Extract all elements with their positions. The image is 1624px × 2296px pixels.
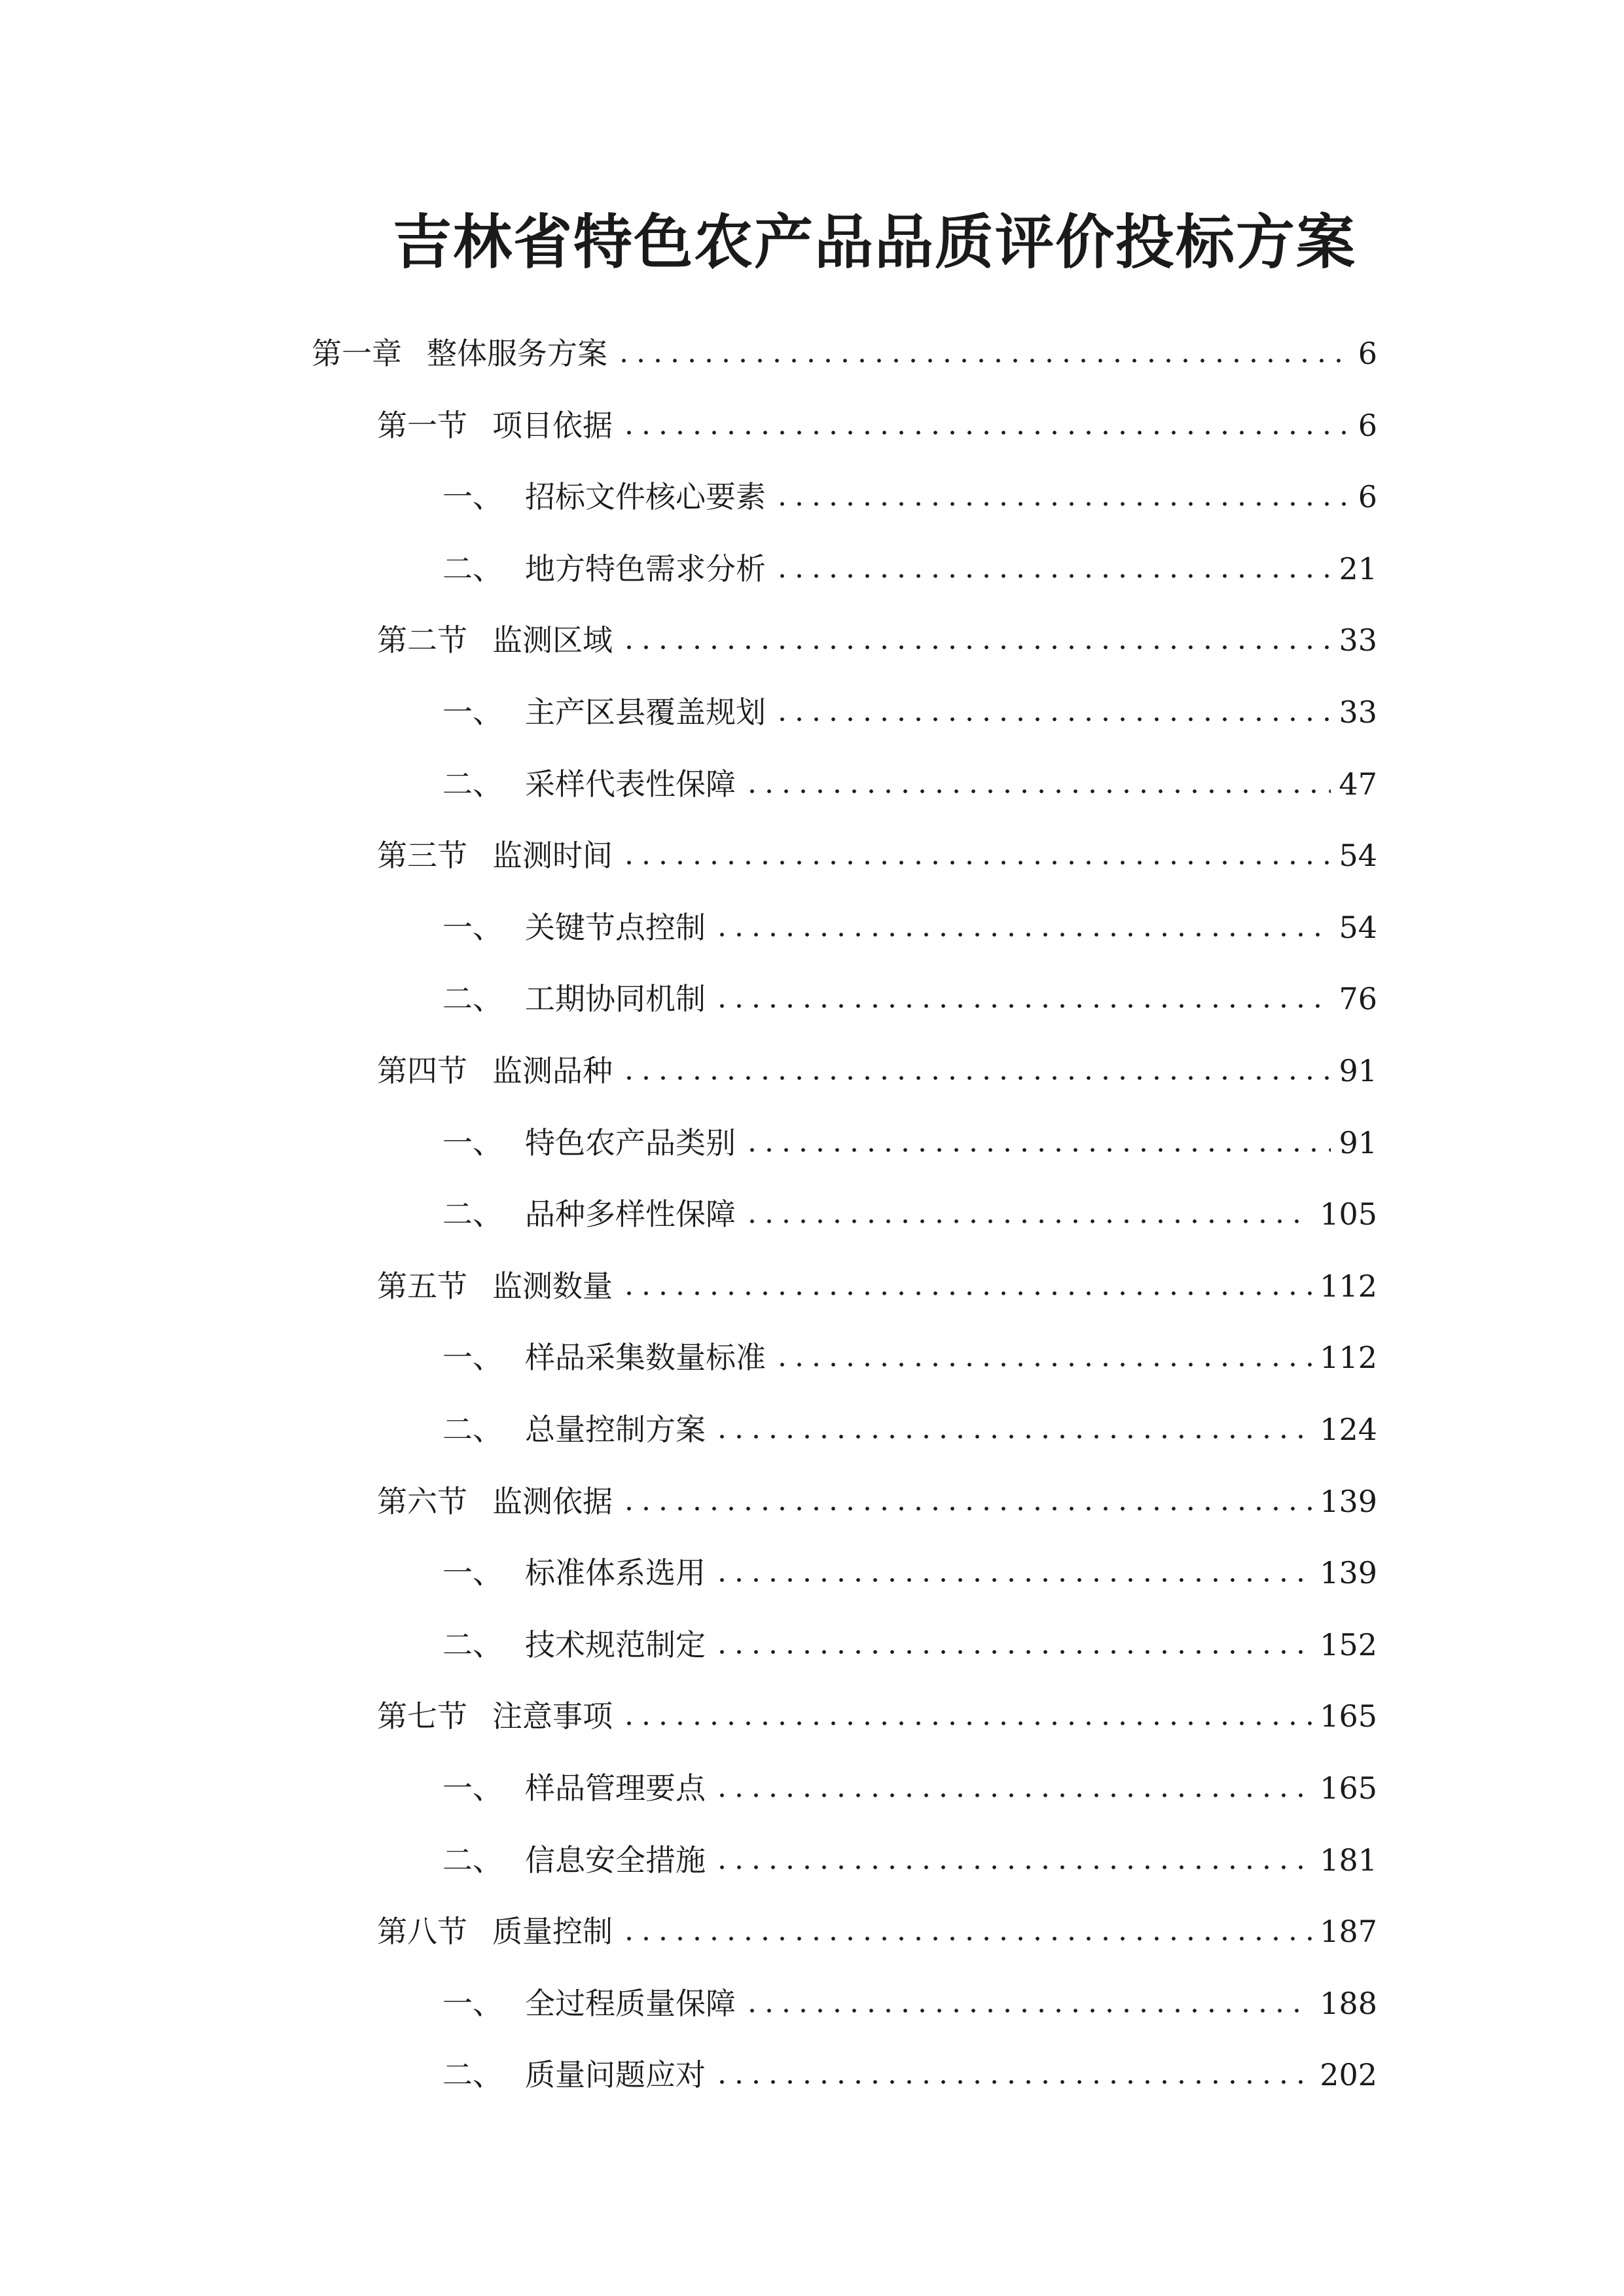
toc-entry[interactable] <box>442 758 1377 804</box>
toc-dot-leader <box>621 644 1331 651</box>
toc-dot-leader <box>713 1864 1312 1871</box>
toc-entry-label: 工期协同机制 <box>525 981 706 1016</box>
toc-entry-number: 二、 <box>442 1412 503 1447</box>
toc-dot-leader <box>713 2079 1312 2085</box>
toc-entry-page-number: 47 <box>1339 766 1377 802</box>
toc-dot-leader <box>774 1361 1312 1368</box>
toc-entry-page-number: 33 <box>1339 694 1377 730</box>
toc-entry-page-number: 187 <box>1320 1914 1377 1949</box>
toc-entry-page-number: 21 <box>1339 551 1377 586</box>
toc-entry-label: 监测区域 <box>492 622 613 658</box>
toc-entry-number: 第三节 <box>377 838 467 873</box>
toc-entry-label: 主产区县覆盖规划 <box>525 694 766 730</box>
toc-dot-leader <box>744 1147 1331 1153</box>
document-title: 吉林省特色农产品品质评价投标方案 <box>393 208 1356 277</box>
toc-entry[interactable] <box>442 471 1377 516</box>
toc-entry-label: 全过程质量保障 <box>525 1986 736 2021</box>
toc-entry-page-number: 6 <box>1358 336 1377 371</box>
toc-entry-page-number: 33 <box>1339 622 1377 658</box>
toc-dot-leader <box>621 1290 1312 1297</box>
toc-entry[interactable] <box>442 1977 1377 2023</box>
toc-entry-number: 第四节 <box>377 1053 467 1088</box>
toc-entry-number: 一、 <box>442 1770 503 1806</box>
toc-entry[interactable] <box>442 543 1377 588</box>
toc-dot-leader <box>713 1003 1331 1009</box>
toc-entry-page-number: 112 <box>1320 1340 1377 1375</box>
toc-entry-page-number: 76 <box>1339 981 1377 1016</box>
toc-entry-page-number: 6 <box>1358 408 1377 443</box>
toc-entry[interactable] <box>442 1117 1377 1162</box>
toc-entry-label: 监测数量 <box>492 1268 613 1304</box>
toc-entry[interactable] <box>442 1547 1377 1592</box>
toc-entry[interactable] <box>377 1690 1377 1736</box>
toc-entry-number: 第一节 <box>377 408 467 443</box>
toc-entry-number: 二、 <box>442 1196 503 1232</box>
toc-entry-label: 招标文件核心要素 <box>525 479 766 514</box>
toc-entry-page-number: 139 <box>1320 1484 1377 1519</box>
toc-entry-page-number: 139 <box>1320 1555 1377 1590</box>
toc-dot-leader <box>621 1075 1331 1081</box>
toc-entry[interactable] <box>377 1045 1377 1090</box>
toc-dot-leader <box>621 1505 1312 1512</box>
toc-dot-leader <box>713 1433 1312 1440</box>
toc-entry-number: 二、 <box>442 551 503 586</box>
toc-entry[interactable] <box>442 1188 1377 1234</box>
toc-entry-number: 一、 <box>442 694 503 730</box>
toc-entry[interactable] <box>442 1331 1377 1377</box>
toc-entry[interactable] <box>442 1834 1377 1880</box>
toc-entry-number: 二、 <box>442 2057 503 2092</box>
toc-dot-leader <box>744 788 1331 795</box>
toc-entry-number: 二、 <box>442 1627 503 1662</box>
toc-entry[interactable] <box>442 1619 1377 1664</box>
toc-entry[interactable] <box>442 901 1377 947</box>
toc-entry-number: 第五节 <box>377 1268 467 1304</box>
toc-entry[interactable] <box>442 2049 1377 2094</box>
toc-entry-number: 第一章 <box>312 336 402 371</box>
toc-entry-number: 一、 <box>442 1340 503 1375</box>
toc-entry-page-number: 188 <box>1320 1986 1377 2021</box>
toc-entry-number: 二、 <box>442 981 503 1016</box>
toc-entry-label: 标准体系选用 <box>525 1555 706 1590</box>
toc-entry-number: 一、 <box>442 479 503 514</box>
toc-dot-leader <box>744 2007 1312 2014</box>
toc-entry-page-number: 165 <box>1320 1698 1377 1734</box>
toc-dot-leader <box>713 1577 1312 1583</box>
toc-entry-label: 整体服务方案 <box>427 336 607 371</box>
toc-entry-number: 第八节 <box>377 1914 467 1949</box>
toc-entry-number: 二、 <box>442 766 503 802</box>
toc-entry[interactable] <box>442 973 1377 1018</box>
toc-entry-page-number: 105 <box>1320 1196 1377 1232</box>
toc-entry-page-number: 152 <box>1320 1627 1377 1662</box>
toc-entry[interactable] <box>442 686 1377 732</box>
toc-entry-page-number: 165 <box>1320 1770 1377 1806</box>
toc-entry-page-number: 202 <box>1320 2057 1377 2092</box>
toc-entry-label: 总量控制方案 <box>525 1412 706 1447</box>
toc-entry-number: 一、 <box>442 1986 503 2021</box>
toc-entry-label: 样品管理要点 <box>525 1770 706 1806</box>
toc-dot-leader <box>621 1720 1312 1727</box>
toc-entry-label: 品种多样性保障 <box>525 1196 736 1232</box>
toc-entry-page-number: 54 <box>1339 838 1377 873</box>
toc-entry[interactable] <box>377 1260 1377 1306</box>
toc-entry-number: 第七节 <box>377 1698 467 1734</box>
toc-dot-leader <box>774 716 1331 723</box>
toc-entry-number: 一、 <box>442 910 503 945</box>
toc-entry-label: 监测时间 <box>492 838 613 873</box>
toc-entry-label: 质量控制 <box>492 1914 613 1949</box>
toc-entry-label: 技术规范制定 <box>525 1627 706 1662</box>
toc-entry-page-number: 91 <box>1339 1053 1377 1088</box>
toc-entry-page-number: 124 <box>1320 1412 1377 1447</box>
toc-dot-leader <box>744 1218 1312 1225</box>
toc-dot-leader <box>774 573 1331 579</box>
toc-entry-label: 采样代表性保障 <box>525 766 736 802</box>
toc-dot-leader <box>615 357 1350 364</box>
toc-entry-number: 第二节 <box>377 622 467 658</box>
toc-dot-leader <box>774 501 1350 507</box>
toc-entry-label: 样品采集数量标准 <box>525 1340 766 1375</box>
toc-entry-label: 地方特色需求分析 <box>525 551 766 586</box>
toc-entry[interactable] <box>377 829 1377 875</box>
toc-entry-label: 项目依据 <box>492 408 613 443</box>
toc-entry[interactable] <box>442 1762 1377 1808</box>
toc-dot-leader <box>621 429 1350 436</box>
toc-entry-label: 信息安全措施 <box>525 1842 706 1878</box>
toc-entry-number: 第六节 <box>377 1484 467 1519</box>
toc-entry-page-number: 91 <box>1339 1125 1377 1160</box>
toc-entry[interactable] <box>377 399 1377 445</box>
toc-dot-leader <box>713 1792 1312 1799</box>
toc-entry[interactable] <box>312 327 1377 373</box>
toc-entry-label: 监测依据 <box>492 1484 613 1519</box>
toc-entry-page-number: 6 <box>1358 479 1377 514</box>
toc-entry-number: 一、 <box>442 1125 503 1160</box>
toc-dot-leader <box>621 859 1331 866</box>
toc-entry-label: 特色农产品类别 <box>525 1125 736 1160</box>
toc-entry[interactable] <box>377 614 1377 660</box>
toc-dot-leader <box>713 1649 1312 1655</box>
toc-entry[interactable] <box>377 1905 1377 1951</box>
toc-entry-label: 质量问题应对 <box>525 2057 706 2092</box>
toc-dot-leader <box>713 931 1331 938</box>
toc-entry[interactable] <box>377 1475 1377 1521</box>
toc-entry-number: 一、 <box>442 1555 503 1590</box>
toc-entry-label: 监测品种 <box>492 1053 613 1088</box>
toc-entry[interactable] <box>442 1403 1377 1449</box>
toc-entry-label: 关键节点控制 <box>525 910 706 945</box>
toc-entry-page-number: 112 <box>1320 1268 1377 1304</box>
toc-dot-leader <box>621 1935 1312 1942</box>
toc-entry-number: 二、 <box>442 1842 503 1878</box>
toc-entry-label: 注意事项 <box>492 1698 613 1734</box>
toc-entry-page-number: 181 <box>1320 1842 1377 1878</box>
toc-entry-page-number: 54 <box>1339 910 1377 945</box>
